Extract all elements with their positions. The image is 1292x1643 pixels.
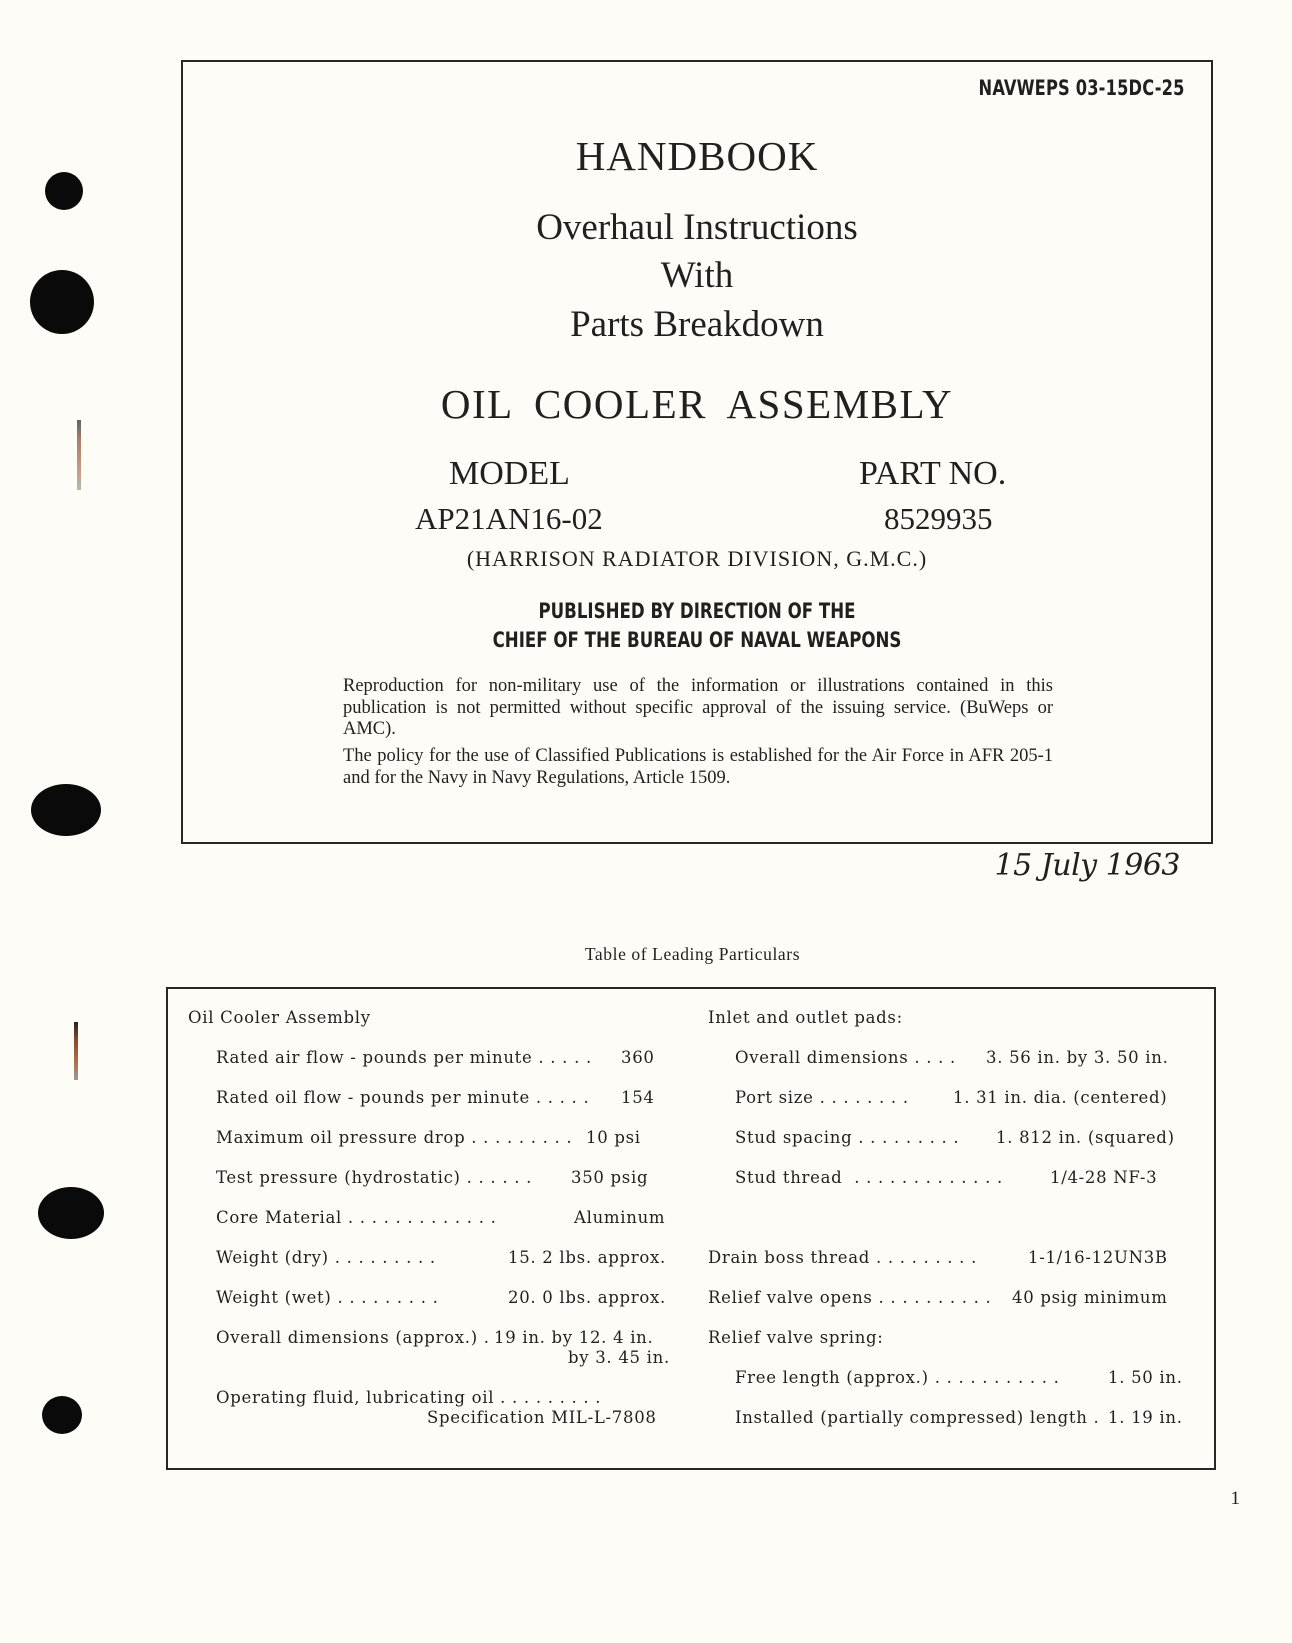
table-row: Port size . . . . . . . . <box>735 1088 915 1107</box>
classified-policy-notice: The policy for the use of Classified Publications is established for the Air Force in AFR 205-1 and for the Navy in Navy Regulations, Article 1509. <box>343 746 1053 788</box>
table-value: 1. 50 in. <box>1108 1368 1183 1387</box>
leading-particulars-table <box>166 987 1216 1470</box>
table-row: Free length (approx.) . . . . . . . . . . . <box>735 1368 1066 1387</box>
part-number-label: PART NO. <box>859 455 1007 492</box>
table-value: 1-1/16-12UN3B <box>1028 1248 1168 1267</box>
table-row: Weight (dry) . . . . . . . . . <box>216 1248 442 1267</box>
table-value: 40 psig minimum <box>1012 1288 1168 1307</box>
table-value: 1. 812 in. (squared) <box>996 1128 1175 1147</box>
left-column-heading: Oil Cooler Assembly <box>188 1008 371 1027</box>
table-value: 1. 19 in. <box>1108 1408 1183 1427</box>
table-value: 19 in. by 12. 4 in. <box>494 1328 654 1347</box>
table-value: 1. 31 in. dia. (centered) <box>953 1088 1168 1107</box>
subtitle-line-1: Overhaul Instructions <box>536 207 858 248</box>
table-value: 1/4-28 NF-3 <box>1050 1168 1158 1187</box>
table-row: Drain boss thread . . . . . . . . . <box>708 1248 983 1267</box>
table-row: Stud thread . . . . . . . . . . . . . <box>735 1168 1009 1187</box>
document-title: HANDBOOK <box>575 133 819 179</box>
reproduction-notice: Reproduction for non-military use of the information or illustrations contained in this publication is not permitted without specific approval of the issuing service. (BuWeps or AMC). <box>343 676 1053 739</box>
table-row: Rated oil flow - pounds per minute . . . . . <box>216 1088 596 1107</box>
table-row: Overall dimensions (approx.) . <box>216 1328 490 1347</box>
table-row: Operating fluid, lubricating oil . . . . . . . . . <box>216 1388 602 1407</box>
punch-hole <box>31 784 101 836</box>
table-value: 350 psig <box>571 1168 649 1187</box>
table-row: Weight (wet) . . . . . . . . . <box>216 1288 445 1307</box>
margin-mark <box>74 1022 78 1080</box>
punch-hole <box>42 1396 82 1434</box>
table-value: 10 psi <box>586 1128 641 1147</box>
table-value: Aluminum <box>574 1208 666 1227</box>
assembly-name: OIL COOLER ASSEMBLY <box>440 381 954 427</box>
table-value: 15. 2 lbs. approx. <box>508 1248 666 1267</box>
published-by-line-1: PUBLISHED BY DIRECTION OF THE <box>538 599 856 623</box>
subtitle-line-3: Parts Breakdown <box>570 304 824 345</box>
table-row: Maximum oil pressure drop . . . . . . . . . <box>216 1128 573 1147</box>
table-row: Rated air flow - pounds per minute . . . . . <box>216 1048 598 1067</box>
punch-hole <box>38 1187 104 1239</box>
title-block <box>181 60 1213 844</box>
table-caption: Table of Leading Particulars <box>584 944 801 964</box>
table-row: Relief valve opens . . . . . . . . . . <box>708 1288 992 1307</box>
subtitle-line-2: With <box>660 255 734 296</box>
table-value: 360 <box>621 1048 655 1067</box>
table-row: Core Material . . . . . . . . . . . . . <box>216 1208 497 1227</box>
table-value: 3. 56 in. by 3. 50 in. <box>986 1048 1169 1067</box>
manufacturer: (HARRISON RADIATOR DIVISION, G.M.C.) <box>466 546 928 571</box>
punch-hole <box>30 270 94 334</box>
table-row: Overall dimensions . . . . <box>735 1048 962 1067</box>
table-subheading: Relief valve spring: <box>708 1328 884 1347</box>
table-value: 154 <box>621 1088 655 1107</box>
table-row: Installed (partially compressed) length . <box>735 1408 1106 1427</box>
right-column-heading: Inlet and outlet pads: <box>708 1008 903 1027</box>
margin-mark <box>77 420 81 490</box>
publication-date: 15 July 1963 <box>994 848 1180 883</box>
model-label: MODEL <box>449 455 570 492</box>
page-number: 1 <box>1230 1488 1240 1509</box>
table-row: Stud spacing . . . . . . . . . <box>735 1128 966 1147</box>
part-number-value: 8529935 <box>884 501 993 536</box>
model-value: AP21AN16-02 <box>415 501 603 536</box>
table-value-continuation: by 3. 45 in. <box>568 1348 670 1367</box>
table-value: Specification MIL-L-7808 <box>427 1408 657 1427</box>
document-number: NAVWEPS 03-15DC-25 <box>978 76 1185 100</box>
punch-hole <box>45 172 83 210</box>
published-by-line-2: CHIEF OF THE BUREAU OF NAVAL WEAPONS <box>492 628 902 652</box>
table-row: Test pressure (hydrostatic) . . . . . . <box>216 1168 538 1187</box>
table-value: 20. 0 lbs. approx. <box>508 1288 666 1307</box>
